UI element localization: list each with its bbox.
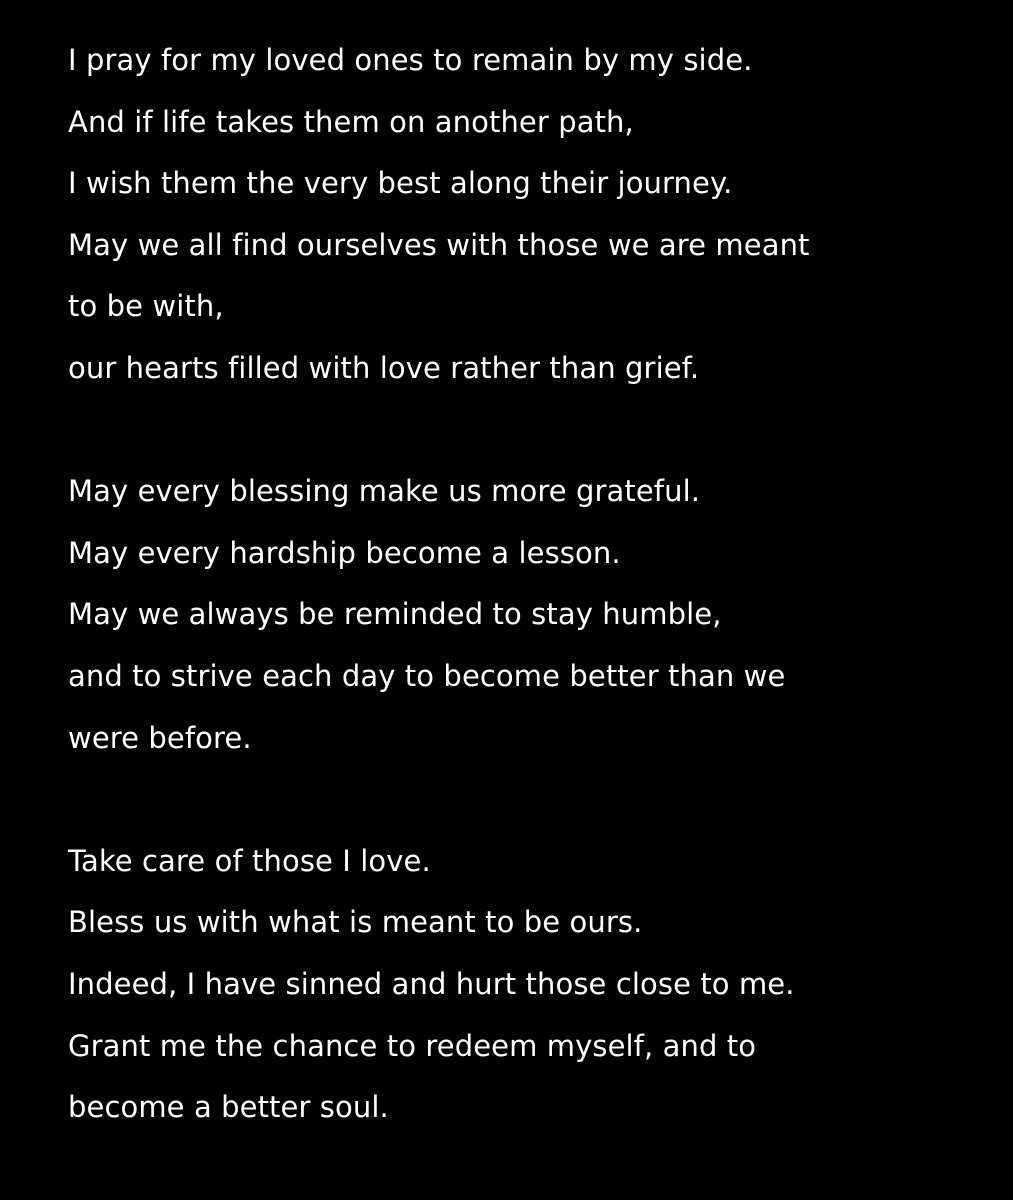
- text-line: to be with,: [68, 289, 224, 324]
- text-line: May we all find ourselves with those we are meant: [68, 227, 810, 262]
- text-line: May every hardship become a lesson.: [68, 535, 621, 570]
- text-line: and to strive each day to become better than we: [68, 658, 786, 693]
- blank-line: [68, 400, 968, 462]
- note-text-body[interactable]: [68, 30, 968, 1139]
- text-line: May every blessing make us more grateful.: [68, 474, 701, 509]
- text-line: Bless us with what is meant to be ours.: [68, 905, 643, 940]
- text-line: May we always be reminded to stay humble,: [68, 597, 722, 632]
- text-line: our hearts filled with love rather than grief.: [68, 350, 700, 385]
- text-line: Indeed, I have sinned and hurt those close to me.: [68, 966, 795, 1001]
- stanza-3: [68, 831, 968, 1139]
- text-line: I wish them the very best along their journey.: [68, 166, 733, 201]
- text-line: Take care of those I love.: [68, 843, 431, 878]
- text-line: become a better soul.: [68, 1090, 389, 1125]
- stanza-2: [68, 461, 968, 769]
- text-line: Grant me the chance to redeem myself, and to: [68, 1028, 757, 1063]
- text-line: And if life takes them on another path,: [68, 104, 634, 139]
- stanza-1: [68, 30, 968, 400]
- text-line: were before.: [68, 720, 252, 755]
- blank-line: [68, 769, 968, 831]
- text-line: I pray for my loved ones to remain by my side.: [68, 43, 753, 77]
